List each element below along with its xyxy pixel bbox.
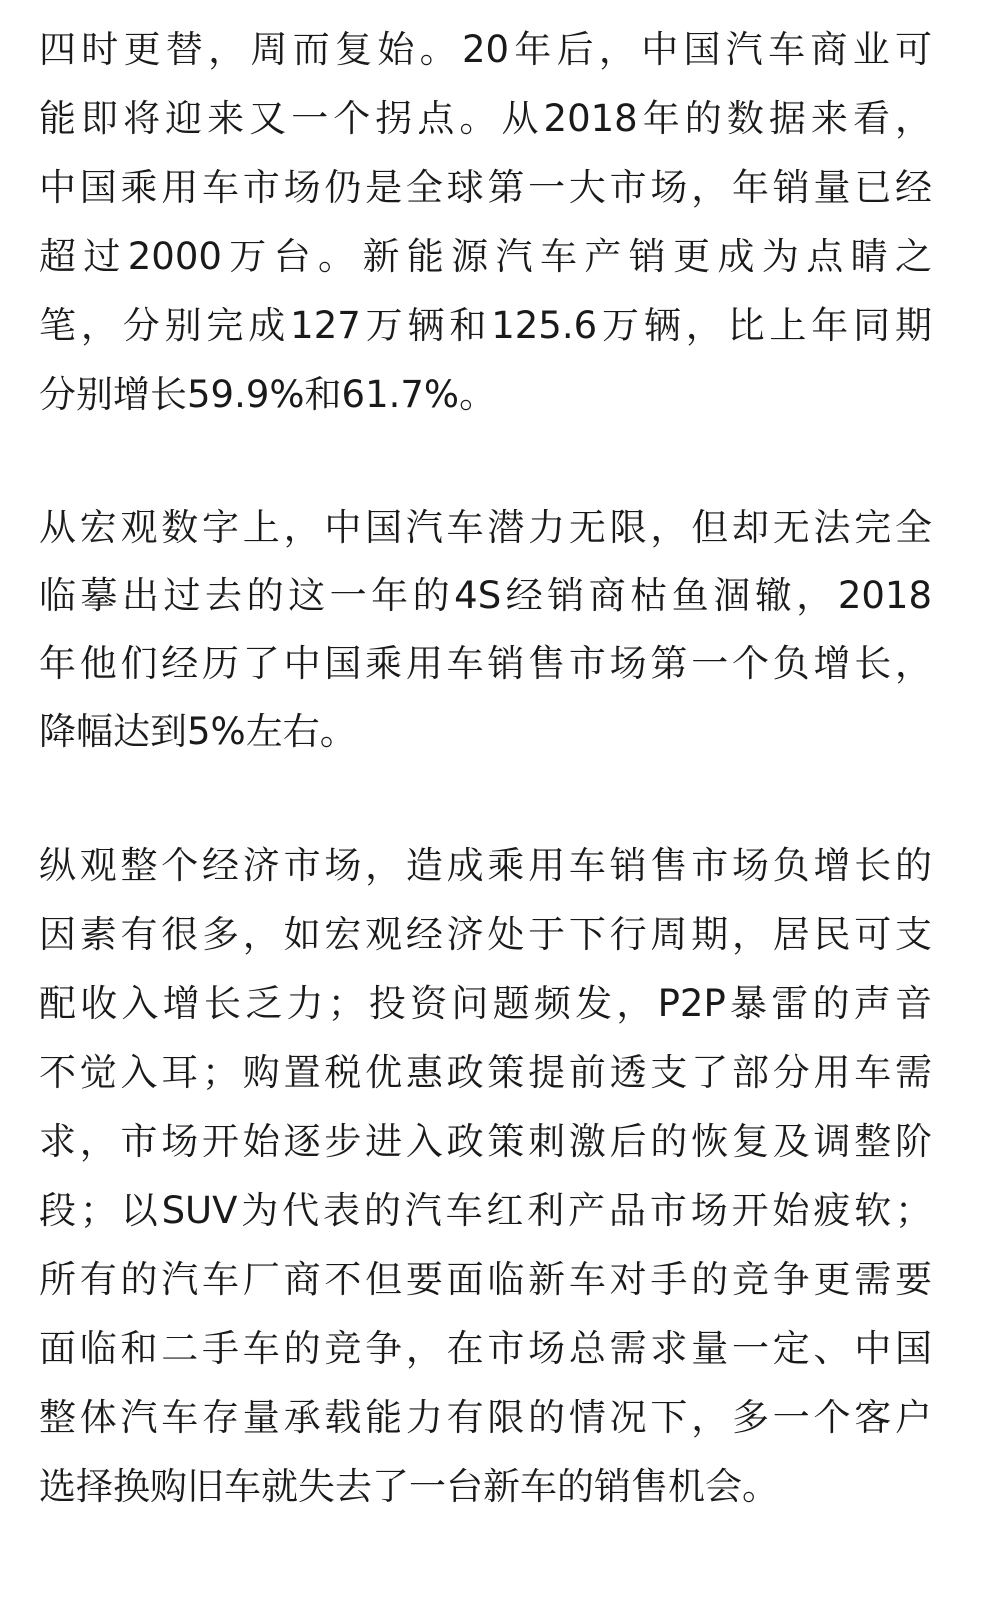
paragraph-3-line-3: 配收入增长乏力；投资问题频发，P2P暴雷的声音 xyxy=(39,982,932,1025)
paragraph-3-line-1: 纵观整个经济市场，造成乘用车销售市场负增长的 xyxy=(39,844,932,887)
paragraph-1-line-3: 中国乘用车市场仍是全球第一大市场，年销量已经 xyxy=(39,166,932,209)
paragraph-3-line-2: 因素有很多，如宏观经济处于下行周期，居民可支 xyxy=(39,913,932,956)
paragraph-3-line-8: 面临和二手车的竞争，在市场总需求量一定、中国 xyxy=(39,1327,932,1370)
paragraph-1-line-1: 四时更替，周而复始。20年后，中国汽车商业可 xyxy=(39,28,932,71)
paragraph-2-line-2: 临摹出过去的这一年的4S经销商枯鱼涸辙，2018 xyxy=(39,574,932,617)
paragraph-1-line-5: 笔，分别完成127万辆和125.6万辆，比上年同期 xyxy=(39,304,932,347)
paragraph-3-line-10: 选择换购旧车就失去了一台新车的销售机会。 xyxy=(39,1465,779,1508)
paragraph-3-line-7: 所有的汽车厂商不但要面临新车对手的竞争更需要 xyxy=(39,1258,932,1301)
paragraph-1-line-6: 分别增长59.9%和61.7%。 xyxy=(39,373,497,416)
paragraph-3-line-9: 整体汽车存量承载能力有限的情况下，多一个客户 xyxy=(39,1396,932,1439)
paragraph-3-line-6: 段；以SUV为代表的汽车红利产品市场开始疲软； xyxy=(39,1189,932,1232)
paragraph-2-line-3: 年他们经历了中国乘用车销售市场第一个负增长， xyxy=(39,642,932,685)
paragraph-1-line-2: 能即将迎来又一个拐点。从2018年的数据来看， xyxy=(39,97,932,140)
paragraph-3-line-4: 不觉入耳；购置税优惠政策提前透支了部分用车需 xyxy=(39,1051,932,1094)
paragraph-3-line-5: 求，市场开始逐步进入政策刺激后的恢复及调整阶 xyxy=(39,1120,932,1163)
paragraph-2-line-1: 从宏观数字上，中国汽车潜力无限，但却无法完全 xyxy=(39,506,932,549)
paragraph-2-line-4: 降幅达到5%左右。 xyxy=(39,710,357,753)
paragraph-1-line-4: 超过2000万台。新能源汽车产销更成为点睛之 xyxy=(39,235,932,278)
